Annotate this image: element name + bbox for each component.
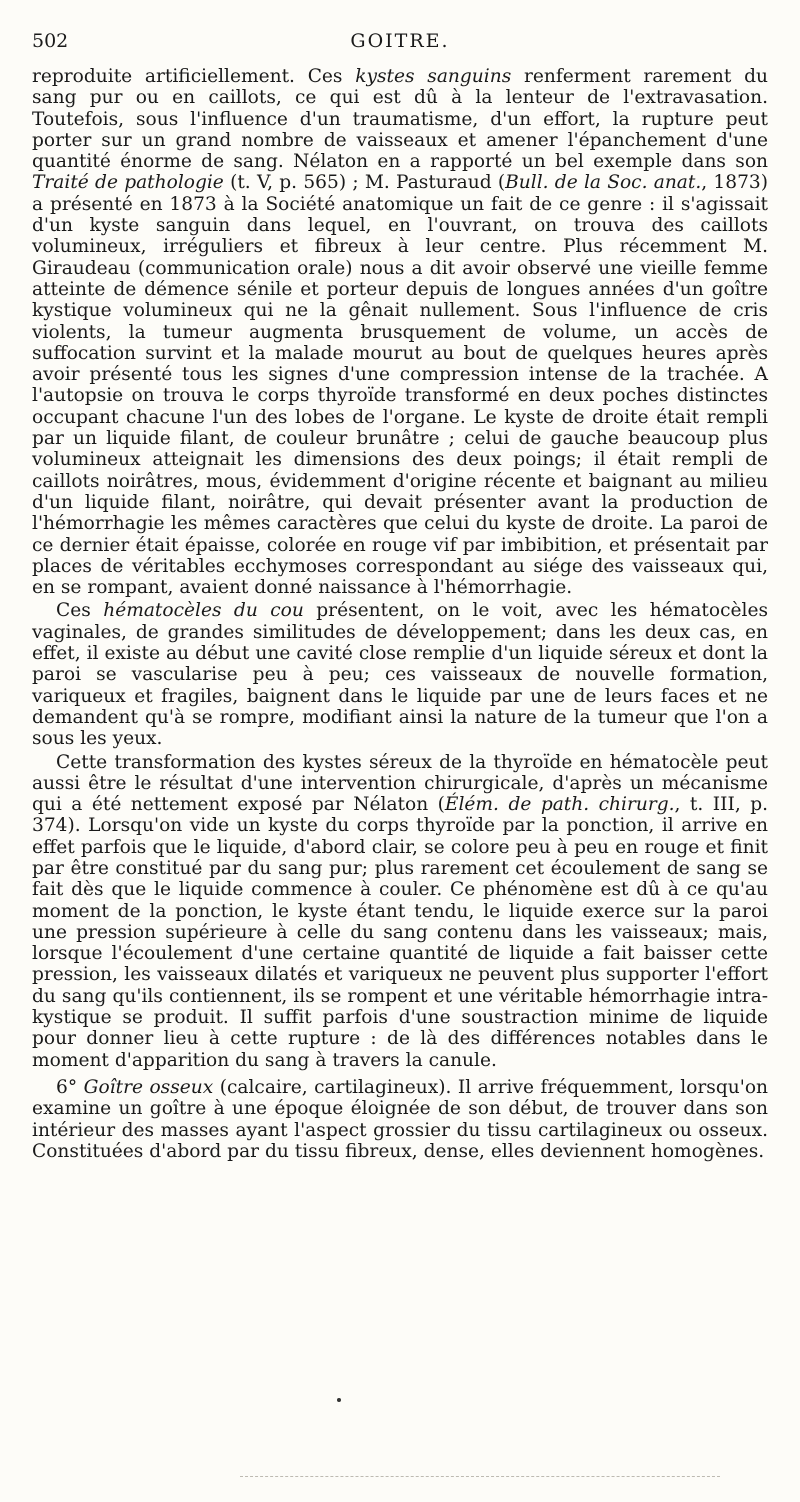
italic-text: Élém. de path. chirurg.: [444, 794, 675, 816]
text-run: reproduite artificiellement. Ces: [32, 66, 356, 87]
paragraph: [32, 1077, 768, 1162]
text-run: Ces: [56, 600, 104, 622]
text-run: , t. III, p. 374). Lorsqu'on vide un kyste du corps thyroïde par la ponction, il arrive en effet parfois que le liquide, d'abord clair, se colore peu à peu en rouge et finit par être constitué par du sang pur; plus rarement cet écoulement de sang se fait dès que le liquide commence à couler. Ce phénomène est dû à ce qu'au moment de la ponction, le kyste étant tendu, le liquide exerce sur la paroi une pression supérieure à celle du sang contenu dans les vaisseaux; mais, lorsque l'écoulement d'une certaine quantité de liquide a fait baisser cette pression, les vaisseaux dilatés et variqueux ne peuvent plus supporter l'effort du sang qu'ils contiennent, ils se rompent et une véritable hémorrhagie intra-kystique se produit. Il suffit parfois d'une soustraction minime de liquide pour donner lieu à cette rupture : de là des différences notables dans le moment d'apparition du sang à travers la canule.: [32, 794, 769, 1071]
paragraph: [32, 600, 768, 749]
italic-text: Goître osseux: [83, 1076, 214, 1098]
page-header: [32, 30, 768, 60]
text-run: renferment rarement du sang pur ou en caillots, ce qui est dû à la lenteur de l'extravasation. Toutefois, sous l'influence d'un traumatisme, d'un effort, la rupture peut porter sur un grand nombre de vaisseaux et amener l'épanchement d'une quantité énorme de sang. Nélaton en a rapporté un bel exemple dans son: [32, 66, 768, 173]
italic-text: kystes sanguins: [355, 66, 512, 87]
italic-text: hématocèles du cou: [103, 600, 304, 622]
document-page: [32, 30, 768, 1164]
italic-text: Bull. de la Soc. anat.: [505, 172, 702, 194]
paragraph: [32, 66, 768, 598]
text-run: , 1873) a présenté en 1873 à la Société anatomique un fait de ce genre : il s'agissait d'un kyste sanguin dans lequel, en l'ouvrant, on trouva des caillots volumineux, irréguliers et fibreux à leur centre. Plus récemment M. Giraudeau (communication orale) nous a dit avoir observé une vieille femme atteinte de démence sénile et porteur depuis de longues années d'un goître kystique volumineux qui ne la gênait nullement. Sous l'influence de cris violents, la tumeur augmenta brusquement de volume, un accès de suffocation survint et la malade mourut au bout de quelques heures après avoir présenté tous les signes d'une compression intense de la trachée. A l'autopsie on trouva le corps thyroïde transformé en deux poches distinctes occupant chacune l'un des lobes de l'organe. Le kyste de droite était rempli par un liquide filant, de couleur brunâtre ; celui de gauche beaucoup plus volumineux atteignait les dimensions des deux poings; il était rempli de caillots noirâtres, mous, évidemment d'origine récente et baignant au milieu d'un liquide filant, noirâtre, qui devait présenter avant la production de l'hémorrhagie les mêmes caractères que celui du kyste de droite. La paroi de ce dernier était épaisse, colorée en rouge vif par imbibition, et présentait par places de véritables ecchymoses correspondant au siége des vaisseaux qui, en se rompant, avaient donné naissance à l'hémorrhagie.: [32, 172, 768, 599]
text-run: (t. V, p. 565) ; M. Pasturaud (: [223, 172, 506, 194]
text-run: 6°: [56, 1076, 84, 1098]
running-title: GOITRE.: [350, 30, 450, 52]
paragraph: [32, 752, 768, 1071]
body-text: [32, 66, 768, 1162]
text-run: présentent, on le voit, avec les hématocèles vaginales, de grandes similitudes de développement; dans les deux cas, en effet, il existe au début une cavité close remplie d'un liquide séreux et dont la paroi se vascularise peu à peu; ces vaisseaux de nouvelle formation, variqueux et fragiles, baignent dans le liquide par une de leurs faces et ne demandent qu'à se rompre, modifiant ainsi la nature de la tumeur que l'on a sous les yeux.: [32, 600, 768, 750]
ink-dot: [337, 1398, 341, 1402]
text-run: (calcaire, cartilagineux). Il arrive fréquemment, lorsqu'on examine un goître à une époque éloignée de son début, de trouver dans son intérieur des masses ayant l'aspect grossier du tissu cartilagineux ou osseux. Constituées d'abord par du tissu fibreux, dense, elles deviennent homogènes.: [32, 1076, 768, 1162]
text-run: Cette transformation des kystes séreux de la thyroïde en hématocèle peut aussi être le résultat d'une intervention chirurgicale, d'après un mécanisme qui a été nettement exposé par Nélaton (: [32, 751, 768, 816]
footer-rule: [240, 1476, 720, 1477]
italic-text: Traité de pathologie: [32, 172, 224, 194]
page-number: 502: [32, 30, 69, 52]
